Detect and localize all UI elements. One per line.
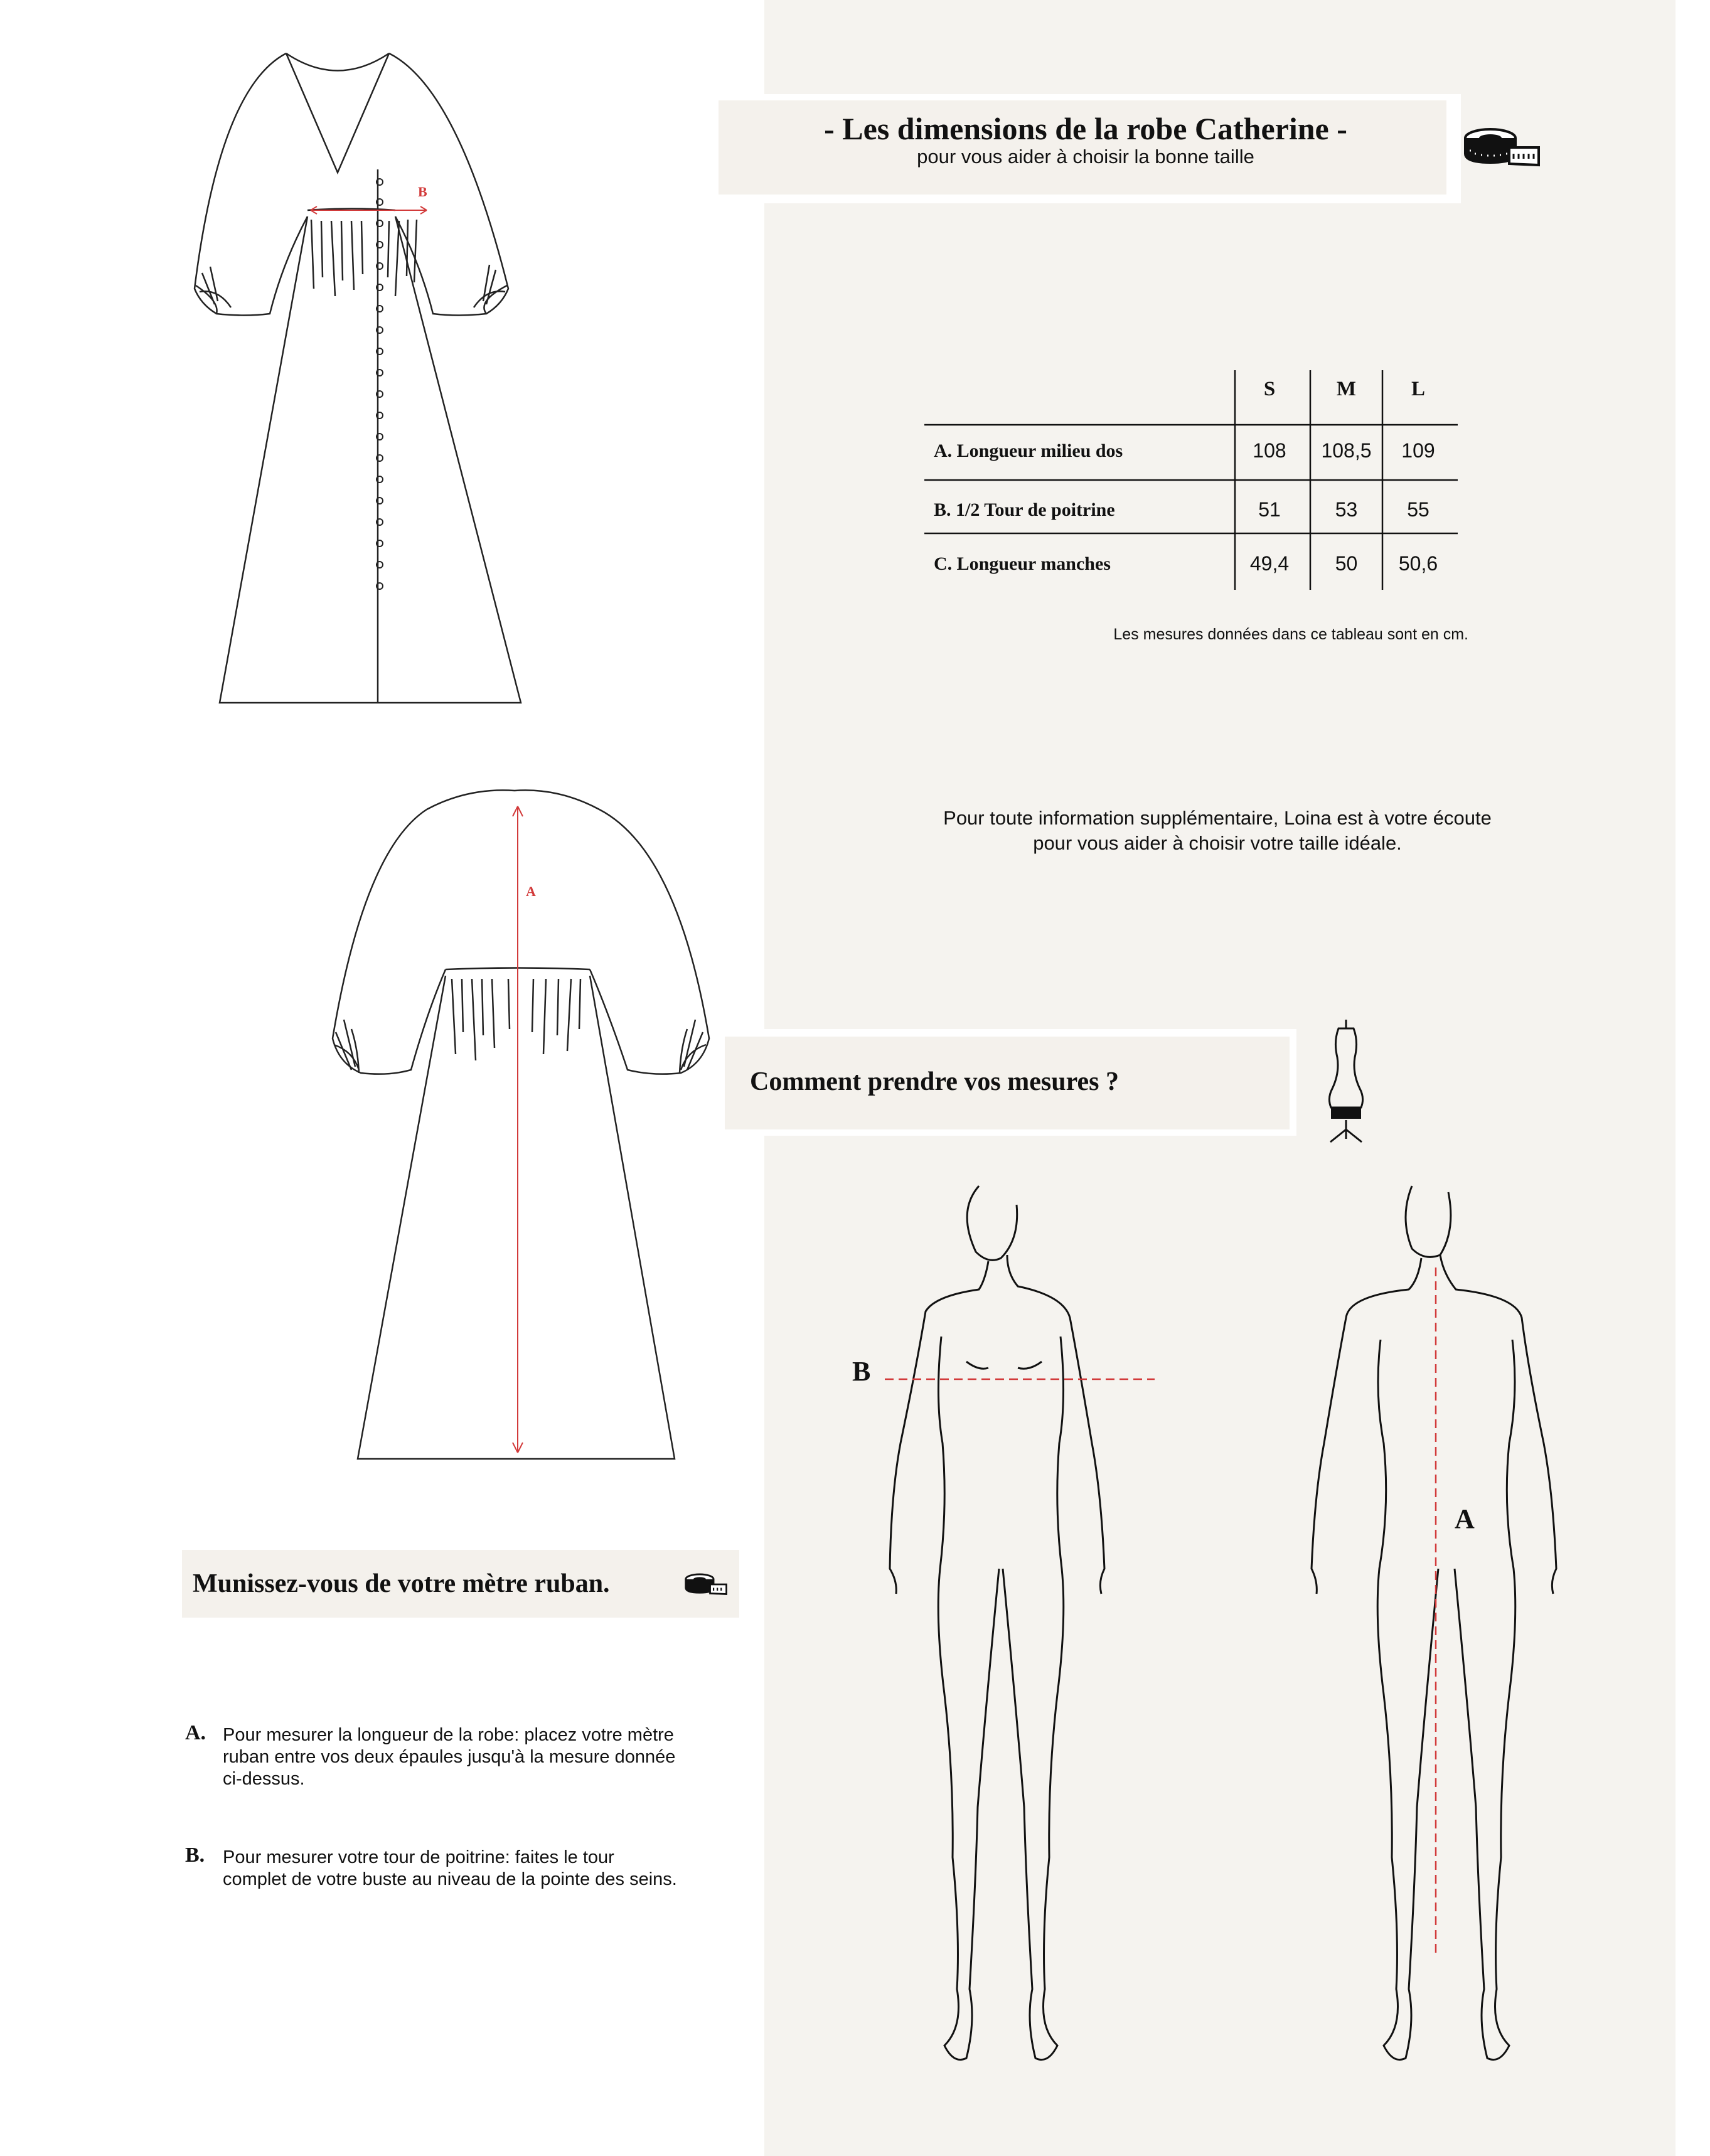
size-cell: 109 xyxy=(1401,439,1435,462)
info-line-2: pour vous aider à choisir votre taille idéale. xyxy=(1033,832,1402,854)
body-front-drawing xyxy=(853,1180,1180,2127)
measuring-tape-icon xyxy=(684,1570,729,1599)
size-cell: 49,4 xyxy=(1249,552,1290,575)
size-cell: 55 xyxy=(1407,498,1429,521)
size-row-label: A. Longueur milieu dos xyxy=(934,440,1123,461)
measuring-tape-icon xyxy=(1462,122,1544,173)
size-cell: 50,6 xyxy=(1398,552,1438,575)
dress-form-icon xyxy=(1321,1020,1371,1142)
figure-back-label: A xyxy=(1455,1503,1475,1534)
size-header-s: S xyxy=(1263,378,1276,400)
dress-back-label: A xyxy=(526,883,536,899)
size-cell: 108,5 xyxy=(1321,439,1372,462)
info-line-1: Pour toute information supplémentaire, Loina est à votre écoute xyxy=(943,807,1492,829)
size-header-m: M xyxy=(1336,378,1357,400)
tape-heading: Munissez-vous de votre mètre ruban. xyxy=(193,1569,610,1598)
page-title: - Les dimensions de la robe Catherine - xyxy=(824,111,1347,146)
table-note: Les mesures données dans ce tableau sont en cm. xyxy=(1113,626,1468,643)
dress-front-label: B xyxy=(418,184,427,200)
step-a-label: A. xyxy=(185,1721,206,1744)
page-margin xyxy=(1675,0,1710,2156)
how-to-heading: Comment prendre vos mesures ? xyxy=(750,1067,1119,1096)
figure-front-label: B xyxy=(852,1356,871,1387)
dress-front-drawing xyxy=(182,38,533,715)
size-cell: 53 xyxy=(1335,498,1358,521)
step-a-text: Pour mesurer la longueur de la robe: placez votre mètre ruban entre vos deux épaules jusqu'à la mesure donnée ci-dessus. xyxy=(223,1725,676,1789)
size-row-label: C. Longueur manches xyxy=(934,553,1111,574)
size-cell: 51 xyxy=(1258,498,1281,521)
size-cell: 50 xyxy=(1335,552,1358,575)
size-row-label: B. 1/2 Tour de poitrine xyxy=(934,499,1115,520)
info-text xyxy=(897,806,1537,856)
dress-back-drawing xyxy=(326,787,715,1471)
body-back-drawing xyxy=(1299,1180,1625,2127)
step-b-text: Pour mesurer votre tour de poitrine: faites le tour complet de votre buste au niveau de la pointe des seins. xyxy=(223,1847,677,1889)
size-header-l: L xyxy=(1411,378,1425,400)
size-cell: 108 xyxy=(1253,439,1286,462)
page-subtitle: pour vous aider à choisir la bonne taille xyxy=(917,146,1254,168)
step-b-label: B. xyxy=(185,1844,205,1867)
